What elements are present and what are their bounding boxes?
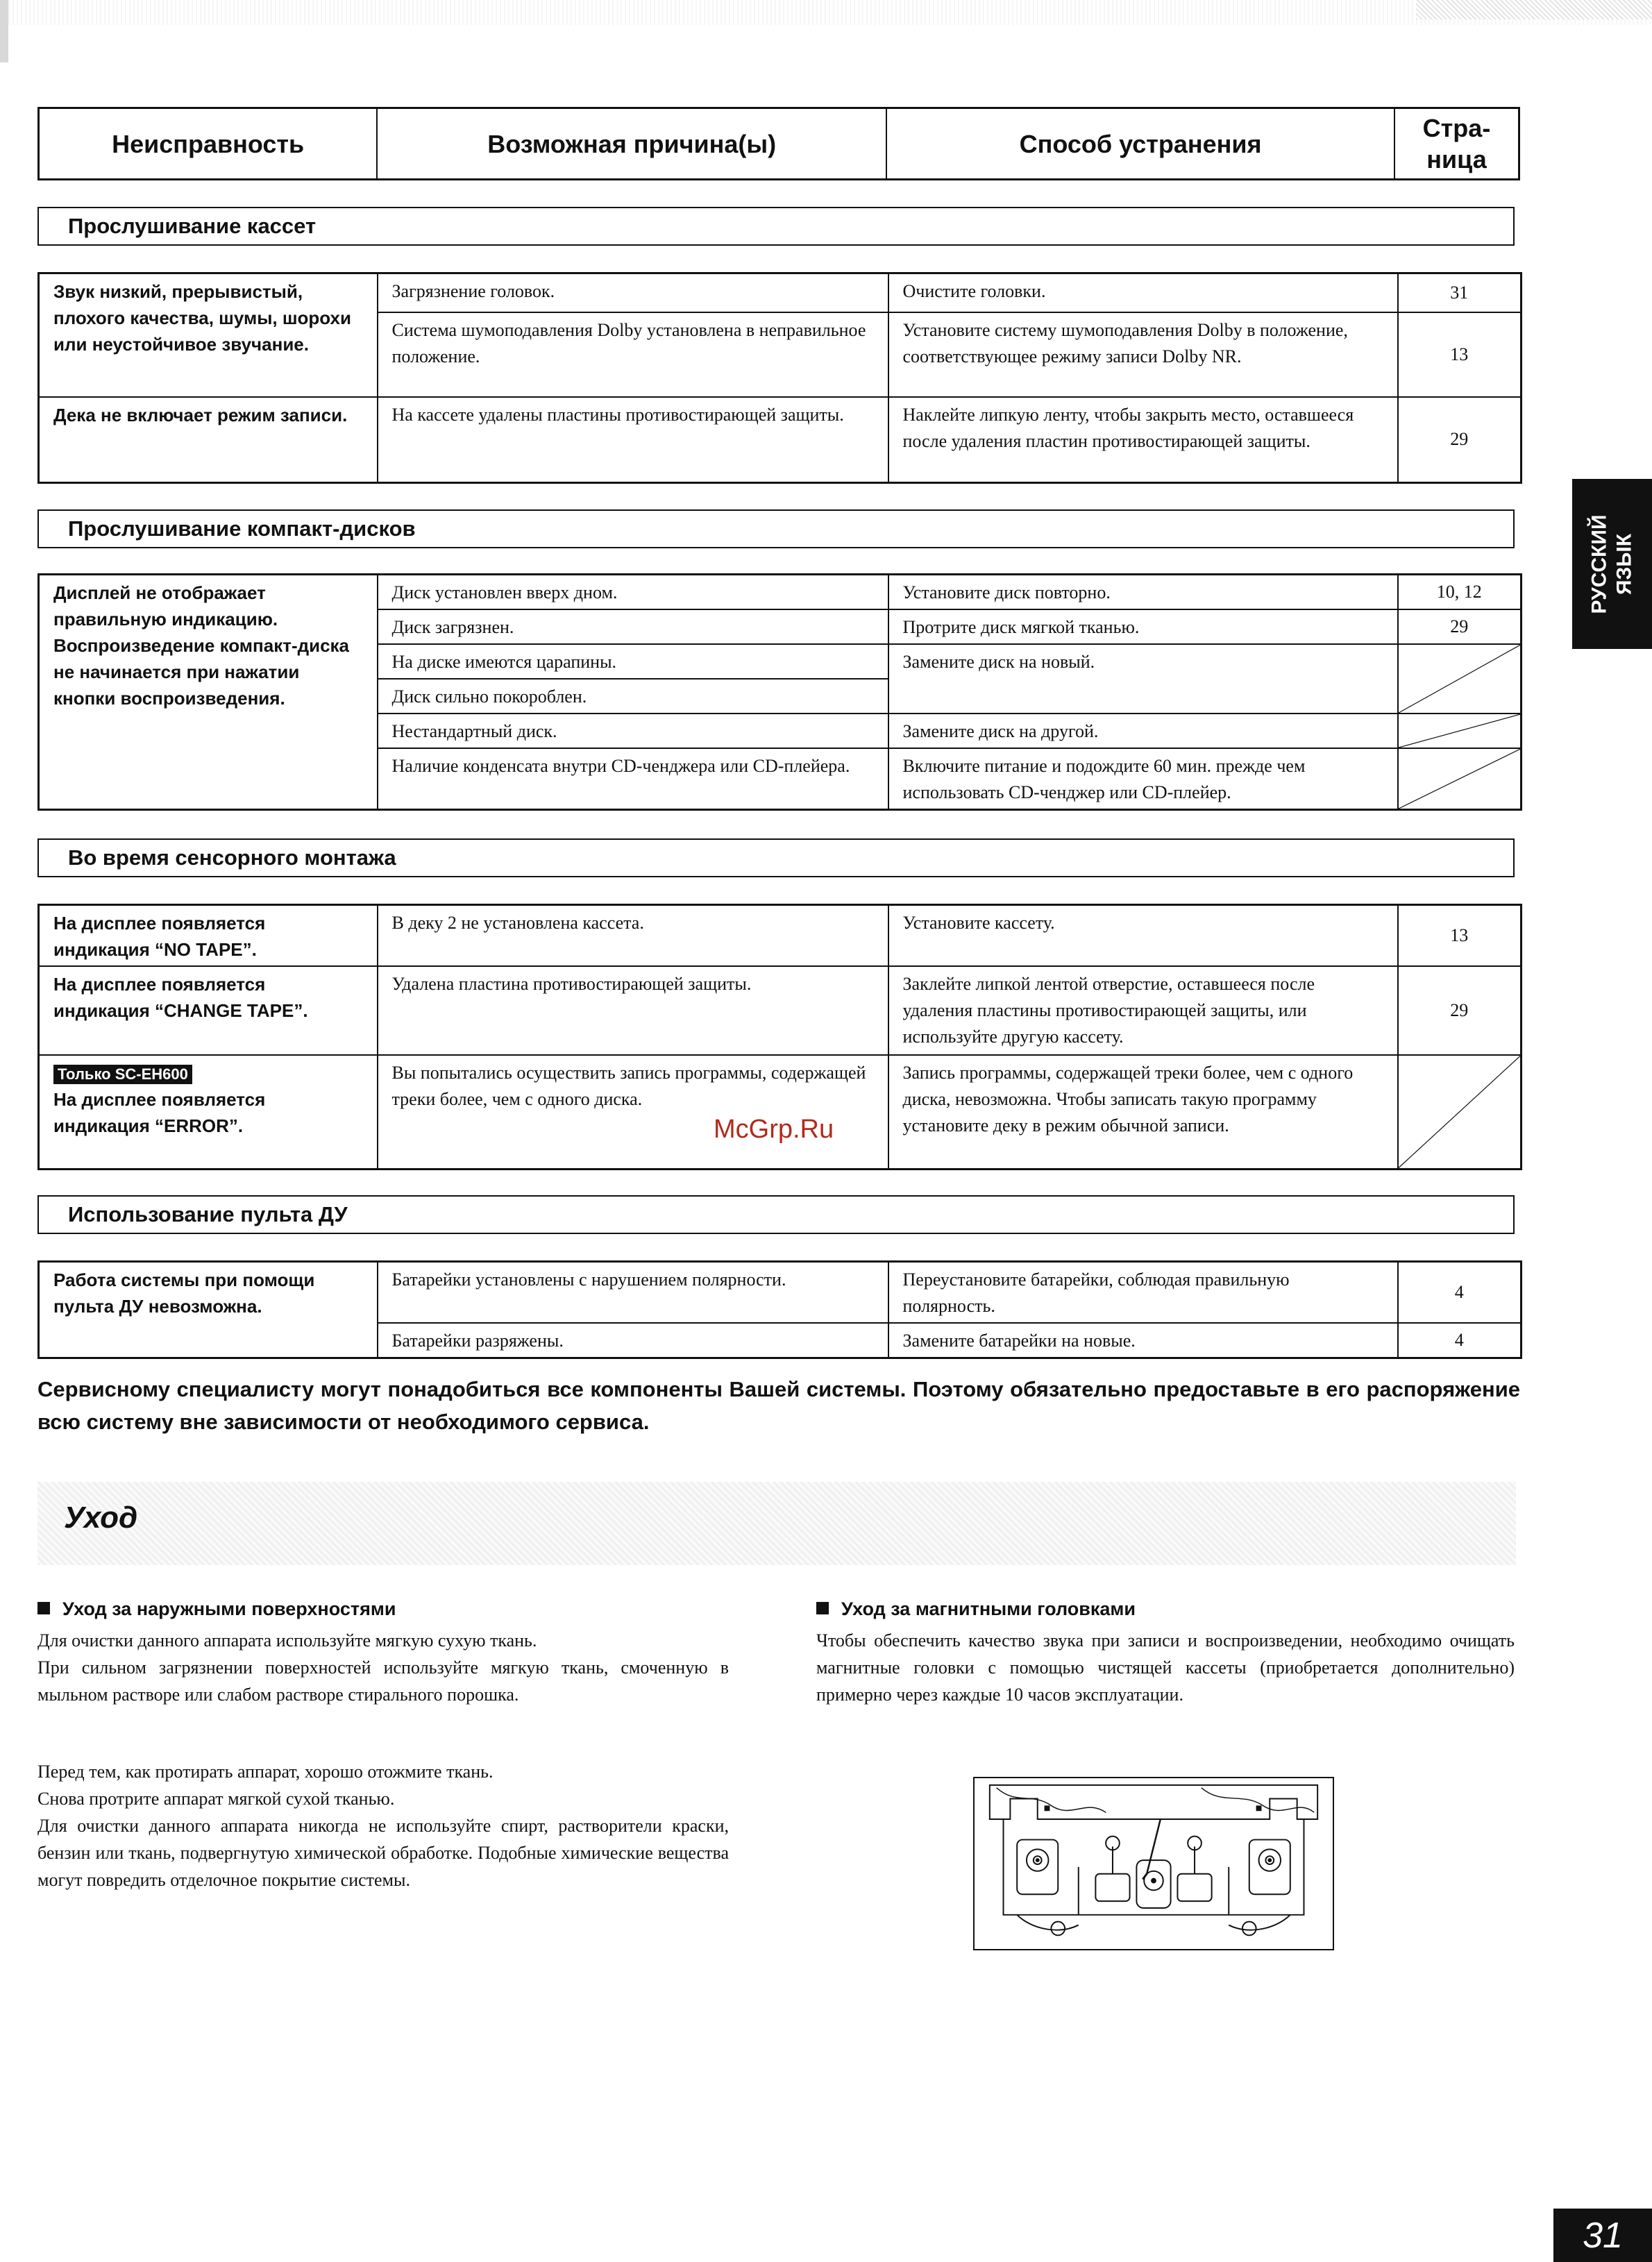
remedy-cell: Замените диск на новый. — [888, 644, 1398, 714]
table-row — [39, 575, 1522, 610]
page-cell: 10, 12 — [1398, 575, 1522, 610]
page-number: 31 — [1553, 2209, 1652, 2262]
cd-table — [37, 573, 1522, 811]
symptom-cell: Дека не включает режим записи. — [39, 397, 378, 483]
header-remedy: Способ устранения — [887, 109, 1395, 178]
square-bullet-icon — [37, 1602, 50, 1614]
service-notice: Сервисному специалисту могут понадобиться все компоненты Вашей системы. Поэтому обязательно предоставьте в его распоряжение всю систему вне зависимости от необходимого сервиса. — [37, 1377, 1520, 1434]
empty-page-cell — [1398, 644, 1522, 714]
exterior-care-p1: Для очистки данного аппарата используйте мягкую сухую ткань. — [37, 1630, 537, 1651]
cause-cell: Удалена пластина противостирающей защиты. — [378, 966, 888, 1055]
page-cell: 13 — [1398, 312, 1522, 397]
page-cell: 31 — [1398, 273, 1522, 312]
diagonal-line — [1399, 1056, 1521, 1168]
cause-cell: Батарейки установлены с нарушением полярности. — [378, 1262, 888, 1324]
remedy-cell: Установите диск повторно. — [888, 575, 1398, 610]
language-side-tab — [1572, 479, 1652, 649]
diagonal-line — [1399, 749, 1521, 809]
empty-page-cell — [1398, 748, 1522, 810]
remote-table — [37, 1260, 1522, 1359]
remedy-cell: Установите систему шумоподавления Dolby в положение, соответствующее режиму записи Dolby NR. — [888, 312, 1398, 397]
watermark: McGrp.Ru — [714, 1115, 834, 1144]
page-cell: 4 — [1398, 1262, 1522, 1324]
tape-heads-illustration — [973, 1777, 1334, 1950]
symptom-cell: Звук низкий, прерывистый, плохого качества, шумы, шорохи или неустойчивое звучание. — [39, 273, 378, 397]
remedy-cell: Наклейте липкую ленту, чтобы закрыть место, оставшееся после удаления пластин противостирающей защиты. — [888, 397, 1398, 483]
remedy-cell: Замените батарейки на новые. — [888, 1323, 1398, 1358]
remedy-cell: Очистите головки. — [888, 273, 1398, 312]
exterior-care-heading — [37, 1598, 396, 1620]
cassette-table — [37, 272, 1522, 484]
page-cell: 29 — [1398, 397, 1522, 483]
cause-cell: Система шумоподавления Dolby установлена в неправильное положение. — [378, 312, 888, 397]
cause-cell: В деку 2 не установлена кассета. — [378, 905, 888, 967]
tape-mechanism-drawing — [975, 1778, 1333, 1949]
exterior-care-p2: При сильном загрязнении поверхностей используйте мягкую ткань, смоченную в мыльном растворе или слабом растворе стирального порошка. — [37, 1657, 729, 1705]
page-cell: 29 — [1398, 609, 1522, 644]
cause-cell: Вы попытались осуществить запись программы, содержащей треки более, чем с одного диска. — [378, 1055, 888, 1169]
table-row — [39, 966, 1522, 1055]
symptom-cell — [39, 1055, 378, 1169]
table-row — [39, 273, 1522, 312]
remedy-cell: Заклейте липкой лентой отверстие, оставшееся после удаления пластины противостирающей защиты, или используйте другую кассету. — [888, 966, 1398, 1055]
table-row — [39, 1055, 1522, 1169]
table-row — [39, 397, 1522, 483]
cause-cell: На кассете удалены пластины противостирающей защиты. — [378, 397, 888, 483]
section-touch-title: Во время сенсорного монтажа — [37, 838, 1515, 877]
exterior-care-text-1 — [37, 1627, 729, 1708]
heads-care-text: Чтобы обеспечить качество звука при записи и воспроизведении, необходимо очищать магнитные головки с помощью чистящей кассеты (приобретается дополнительно) примерно через каждые 10 часов эксплуатации. — [816, 1630, 1515, 1705]
care-title: Уход — [64, 1501, 138, 1535]
cause-cell: На диске имеются царапины. — [378, 644, 888, 679]
empty-page-cell — [1398, 1055, 1522, 1169]
exterior-care-p5: Для очистки данного аппарата никогда не используйте спирт, растворители краски, бензин или ткань, подвергнутую химической обработке. Подобные химические вещества могут повредить отделочное покрытие системы. — [37, 1816, 729, 1890]
symptom-cell: Работа системы при помощи пульта ДУ невозможна. — [39, 1262, 378, 1358]
remedy-cell: Установите кассету. — [888, 905, 1398, 967]
cause-cell: Батарейки разряжены. — [378, 1323, 888, 1358]
section-remote-title: Использование пульта ДУ — [37, 1195, 1515, 1234]
table-row — [39, 1262, 1522, 1324]
symptom-cell: На дисплее появляется индикация “CHANGE TAPE”. — [39, 966, 378, 1055]
header-symptom: Неисправность — [40, 109, 378, 178]
table-row — [39, 905, 1522, 967]
page-cell: 13 — [1398, 905, 1522, 967]
exterior-care-p3: Перед тем, как протирать аппарат, хорошо отожмите ткань. — [37, 1762, 494, 1782]
cause-cell: Диск загрязнен. — [378, 609, 888, 644]
remedy-cell: Замените диск на другой. — [888, 714, 1398, 748]
remedy-cell: Протрите диск мягкой тканью. — [888, 609, 1398, 644]
heads-care-heading-text: Уход за магнитными головками — [841, 1598, 1136, 1619]
empty-page-cell — [1398, 714, 1522, 748]
symptom-cell: На дисплее появляется индикация “NO TAPE”. — [39, 905, 378, 967]
section-cd-title: Прослушивание компакт-дисков — [37, 509, 1515, 548]
exterior-care-p4: Снова протрите аппарат мягкой сухой тканью. — [37, 1789, 395, 1809]
header-cause: Возможная причина(ы) — [378, 109, 887, 178]
exterior-care-text-2 — [37, 1758, 729, 1893]
symptom-text: На дисплее появляется индикация “ERROR”. — [53, 1089, 266, 1136]
cause-cell: Нестандартный диск. — [378, 714, 888, 748]
page-cell: 29 — [1398, 966, 1522, 1055]
remedy-cell: Включите питание и подождите 60 мин. прежде чем использовать CD-ченджер или CD-плейер. — [888, 748, 1398, 810]
remedy-cell: Запись программы, содержащей треки более, чем с одного диска, невозможна. Чтобы записать такую программу установите деку в режим обычной записи. — [888, 1055, 1398, 1169]
table-header — [37, 107, 1520, 180]
cause-cell: Наличие конденсата внутри CD-ченджера или CD-плейера. — [378, 748, 888, 810]
diagonal-line — [1399, 645, 1521, 713]
symptom-cell: Дисплей не отображает правильную индикацию. Воспроизведение компакт-диска не начинается при нажатии кнопки воспроизведения. — [39, 575, 378, 810]
diagonal-line — [1399, 714, 1521, 748]
cause-cell: Загрязнение головок. — [378, 273, 888, 312]
page-cell: 4 — [1398, 1323, 1522, 1358]
language-side-tab-label: РУССКИЙ ЯЗЫК — [1587, 514, 1636, 614]
scan-noise-top — [0, 0, 1652, 25]
cause-cell: Диск установлен вверх дном. — [378, 575, 888, 610]
model-badge: Только SC-EH600 — [53, 1065, 192, 1084]
heads-care-heading — [816, 1598, 1136, 1620]
scan-noise-edge — [0, 0, 8, 62]
care-heading-band — [37, 1482, 1516, 1565]
square-bullet-icon — [816, 1602, 829, 1614]
cause-cell: Диск сильно покороблен. — [378, 679, 888, 714]
exterior-care-heading-text: Уход за наружными поверхностями — [62, 1598, 396, 1619]
section-cassette-title: Прослушивание кассет — [37, 207, 1515, 246]
remedy-cell: Переустановите батарейки, соблюдая правильную полярность. — [888, 1262, 1398, 1324]
header-page: Стра- ница — [1422, 114, 1491, 174]
scan-noise-corner — [1416, 0, 1652, 19]
